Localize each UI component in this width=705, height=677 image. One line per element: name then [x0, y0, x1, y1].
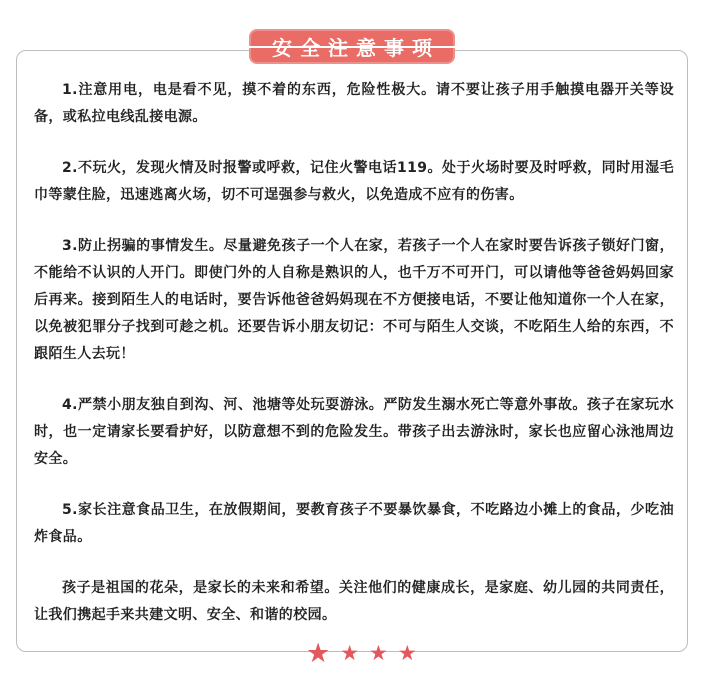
paragraph-fire: 2.不玩火，发现火情及时报警或呼救，记住火警电话119。处于火场时要及时呼救，同时用湿毛巾等蒙住脸，迅速逃离火场，切不可逞强参与救火，以免造成不应有的伤害。 [34, 160, 674, 203]
star-decoration [306, 639, 417, 667]
title-badge [249, 29, 455, 64]
paragraph-abduction: 3.防止拐骗的事情发生。尽量避免孩子一个人在家，若孩子一个人在家时要告诉孩子锁好门窗，不能给不认识的人开门。即使门外的人自称是熟识的人，也千万不可开门，可以请他等爸爸妈妈回家后再来。接到陌生人的电话时，要告诉他爸爸妈妈现在不方便接电话，不要让他知道你一个人在家，以免被犯罪分子找到可趁之机。还要告诉小朋友切记：不可与陌生人交谈，不吃陌生人给的东西，不跟陌生人去玩！ [34, 238, 674, 362]
star-icon: ★ [397, 640, 417, 665]
paragraph-food: 5.家长注意食品卫生，在放假期间，要教育孩子不要暴饮暴食，不吃路边小摊上的食品，少吃油炸食品。 [34, 502, 674, 545]
page-title: 安全注意事项 [272, 36, 440, 60]
paragraph-electricity: 1.注意用电，电是看不见，摸不着的东西，危险性极大。请不要让孩子用手触摸电器开关等设备，或私拉电线乱接电源。 [34, 82, 674, 125]
paragraph-closing: 孩子是祖国的花朵，是家长的未来和希望。关注他们的健康成长，是家庭、幼儿园的共同责任，让我们携起手来共建文明、安全、和谐的校园。 [34, 580, 674, 623]
notice-content [34, 77, 674, 629]
paragraph-swimming: 4.严禁小朋友独自到沟、河、池塘等处玩耍游泳。严防发生溺水死亡等意外事故。孩子在家玩水时，也一定请家长要看护好，以防意想不到的危险发生。带孩子出去游泳时，家长也应留心泳池周边安全。 [34, 397, 674, 467]
star-icon: ★ [306, 637, 331, 669]
star-icon: ★ [340, 640, 360, 665]
star-icon: ★ [369, 640, 388, 665]
